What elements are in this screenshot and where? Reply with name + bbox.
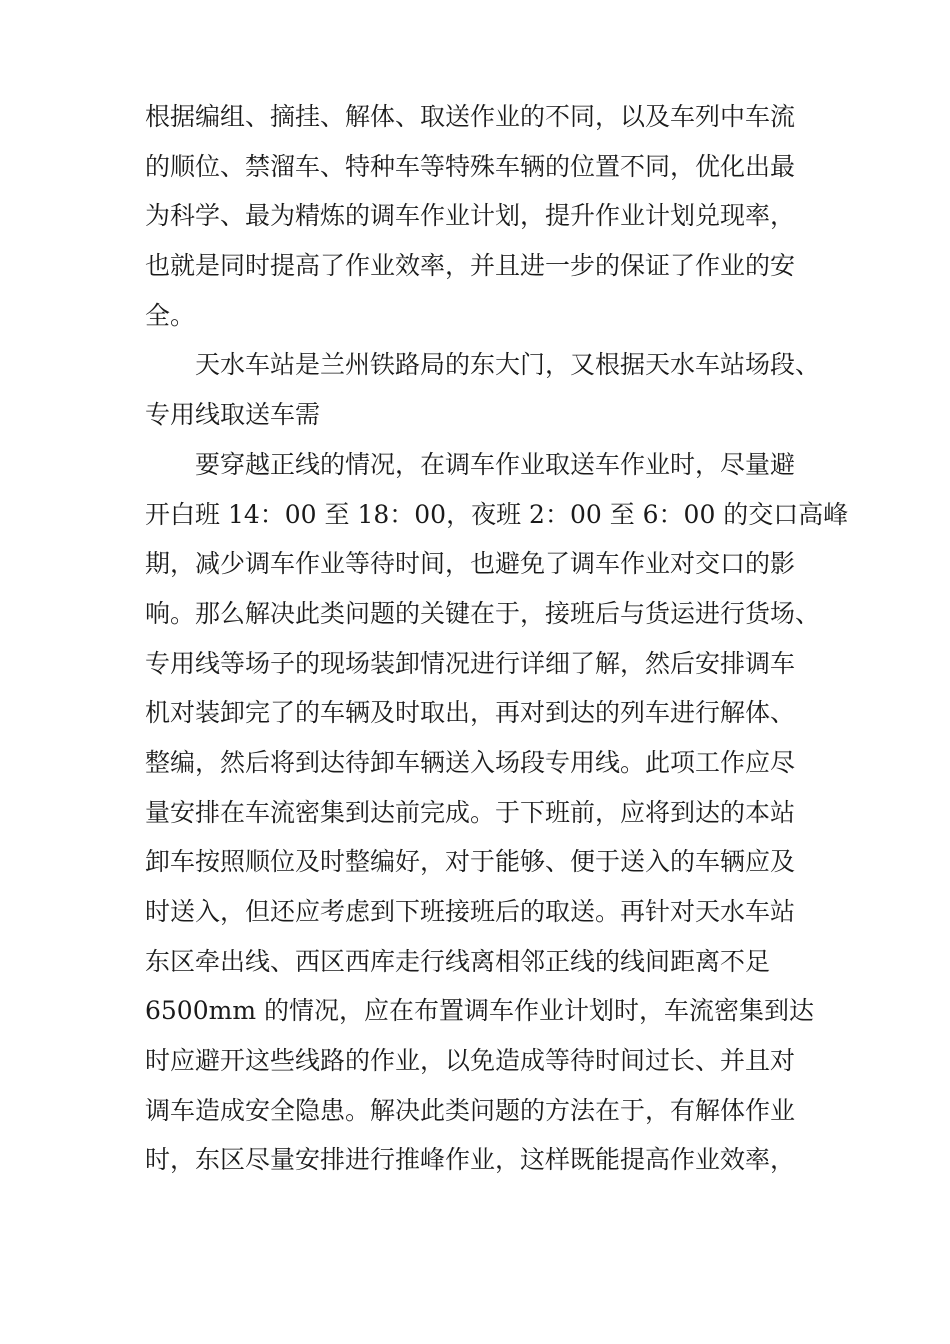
text-line: 也就是同时提高了作业效率，并且进一步的保证了作业的安 xyxy=(145,251,796,281)
text-line: 为科学、最为精炼的调车作业计划，提升作业计划兑现率， xyxy=(145,201,796,231)
text-line: 时，东区尽量安排进行推峰作业，这样既能提高作业效率， xyxy=(145,1145,796,1175)
text-line: 机对装卸完了的车辆及时取出，再对到达的列车进行解体、 xyxy=(145,698,796,728)
paragraph-start-line: 天水车站是兰州铁路局的东大门，又根据天水车站场段、 xyxy=(195,350,821,380)
body-text xyxy=(145,92,849,1185)
text-line: 专用线等场子的现场装卸情况进行详细了解，然后安排调车 xyxy=(145,648,796,678)
text-line: 专用线取送车需 xyxy=(145,400,321,430)
text-line: 响。那么解决此类问题的关键在于，接班后与货运进行货场、 xyxy=(145,598,821,628)
text-line: 根据编组、摘挂、解体、取送作业的不同，以及车列中车流 xyxy=(145,102,796,131)
text-line: 开白班 14：00 至 18：00，夜班 2：00 至 6：00 的交口高峰 xyxy=(145,499,849,529)
text-line: 全。 xyxy=(145,300,196,330)
text-line: 量安排在车流密集到达前完成。于下班前，应将到达的本站 xyxy=(145,797,796,827)
paragraph-start-line: 要穿越正线的情况，在调车作业取送车作业时，尽量避 xyxy=(195,449,796,479)
text-line: 调车造成安全隐患。解决此类问题的方法在于，有解体作业 xyxy=(145,1095,796,1125)
text-line: 整编，然后将到达待卸车辆送入场段专用线。此项工作应尽 xyxy=(145,747,796,777)
text-line: 的顺位、禁溜车、特种车等特殊车辆的位置不同，优化出最 xyxy=(145,151,796,181)
text-line: 6500mm 的情况，应在布置调车作业计划时，车流密集到达 xyxy=(145,996,814,1026)
text-line: 时送入，但还应考虑到下班接班后的取送。再针对天水车站 xyxy=(145,897,796,926)
text-line: 卸车按照顺位及时整编好，对于能够、便于送入的车辆应及 xyxy=(145,847,796,877)
text-line: 时应避开这些线路的作业，以免造成等待时间过长、并且对 xyxy=(145,1046,796,1076)
text-line: 东区牵出线、西区西库走行线离相邻正线的线间距离不足 xyxy=(145,946,771,976)
text-line: 期，减少调车作业等待时间，也避免了调车作业对交口的影 xyxy=(145,549,796,579)
